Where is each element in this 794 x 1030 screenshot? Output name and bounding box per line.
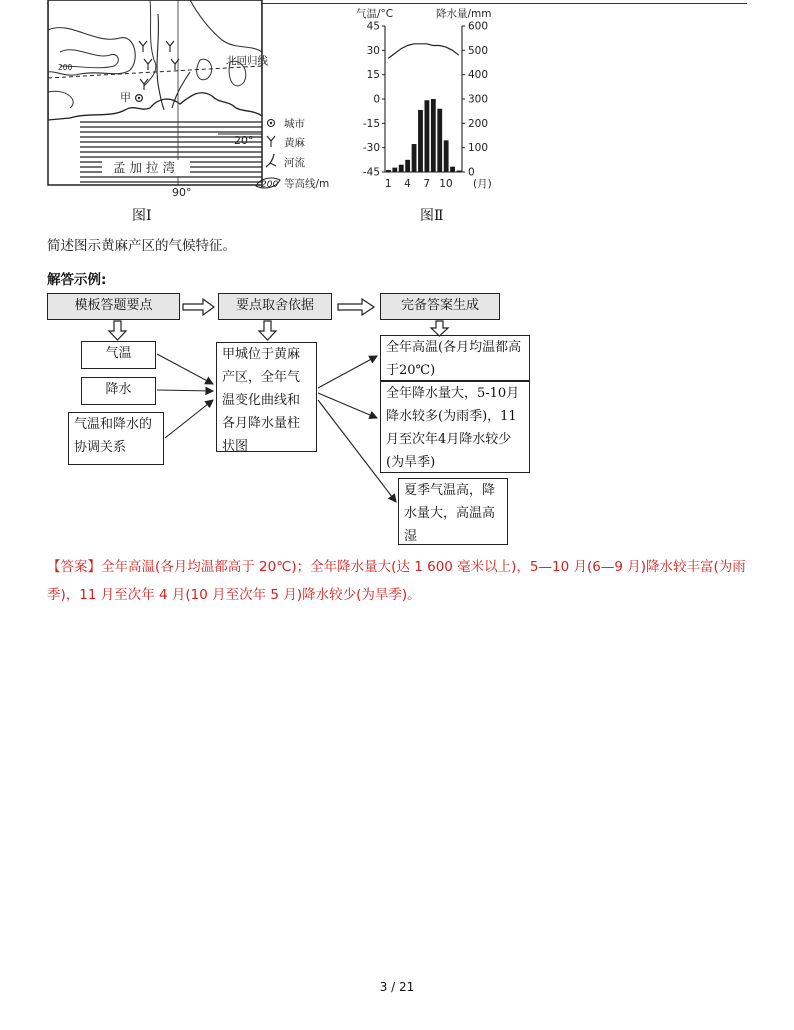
x-tick-label: 4	[404, 178, 411, 190]
contour-value-label: 200	[58, 63, 73, 72]
left-tick-label: 30	[366, 44, 380, 57]
left-tick-label: 15	[366, 69, 380, 82]
lon-label: 90°	[172, 186, 192, 199]
temperature-line	[388, 44, 459, 59]
arrow-precip-basis	[157, 390, 213, 391]
figure-1-caption: 图Ⅰ	[132, 208, 152, 224]
legend-contour-label: 等高线/m	[284, 178, 330, 190]
example-label: 解答示例:	[47, 272, 107, 288]
flow-arrows	[0, 290, 560, 550]
arrow-temp-basis	[157, 354, 213, 384]
flow-header-answer: 完备答案生成	[380, 293, 500, 320]
answer-box-2: 全年降水量大，5-10月降水较多(为雨季)，11月至次年4月降水较少(为旱季)	[380, 381, 530, 473]
precip-bar-2	[392, 168, 397, 172]
precip-bar-4	[405, 160, 410, 172]
city-jia-label: 甲	[120, 91, 131, 104]
arrow-coord-basis	[165, 400, 213, 438]
precip-bar-1	[386, 170, 391, 172]
left-tick-label: 0	[373, 93, 380, 106]
question-text: 简述图示黄麻产区的气候特征。	[47, 238, 236, 254]
map-legend	[256, 117, 329, 190]
right-tick-label: 0	[468, 166, 475, 179]
city-icon	[268, 120, 275, 127]
legend-city-label: 城市	[284, 118, 305, 130]
hollow-down-arrow-1	[109, 321, 126, 340]
right-tick-label: 400	[468, 69, 489, 82]
precip-bar-6	[418, 110, 423, 172]
precip-bar-11	[450, 167, 455, 172]
precip-bar-8	[431, 99, 436, 172]
answer-box-3: 夏季气温高，降水量大，高温高湿	[398, 478, 508, 545]
map-figure	[40, 0, 340, 205]
right-tick-label: 200	[468, 117, 489, 130]
answer-box-1: 全年高温(各月均温都高于20℃)	[380, 335, 530, 381]
svg-text:200: 200	[261, 180, 279, 190]
arrow-basis-answer1	[318, 356, 377, 388]
precip-bar-9	[437, 109, 442, 172]
flow-header-basis: 要点取舍依据	[218, 293, 332, 320]
point-temperature: 气温	[81, 341, 156, 369]
left-axis-title: 气温/°C	[356, 8, 394, 20]
point-coordination: 气温和降水的协调关系	[68, 412, 164, 465]
figure-2-caption: 图Ⅱ	[420, 208, 444, 224]
hollow-down-arrow-3	[431, 321, 448, 336]
right-tick-label: 300	[468, 93, 489, 106]
flow-header-points: 模板答题要点	[47, 293, 180, 320]
basis-box: 甲城位于黄麻产区，全年气温变化曲线和各月降水量柱状图	[216, 342, 317, 452]
x-tick-label: 10	[439, 178, 453, 190]
right-axis-title: 降水量/mm	[436, 8, 492, 20]
legend-river-label: 河流	[284, 157, 305, 169]
arrow-basis-answer3	[318, 400, 396, 502]
tropic-label: 北回归线	[226, 55, 268, 67]
precip-bar-5	[412, 144, 417, 172]
arrow-basis-answer2	[318, 393, 377, 418]
x-unit-label: (月)	[473, 178, 492, 190]
answer-tag: 【答案】	[47, 559, 101, 575]
answer-paragraph	[47, 553, 752, 609]
precip-bar-3	[399, 165, 404, 172]
left-tick-label: -30	[362, 142, 380, 155]
left-tick-label: -15	[362, 117, 380, 130]
point-precipitation: 降水	[81, 377, 156, 405]
hollow-arrow-2	[338, 299, 374, 315]
hollow-down-arrow-2	[259, 321, 276, 340]
answer-text: 全年高温(各月均温都高于 20℃)；全年降水量大(达 1 600 毫米以上)，5—10 月(6—9 月)降水较丰富(为雨季)，11 月至次年 4 月(10 月至次年 5 月)降水较少(为旱季)。	[47, 559, 746, 603]
precip-bar-10	[444, 140, 449, 172]
x-tick-label: 7	[423, 178, 431, 190]
left-tick-label: 45	[366, 20, 380, 33]
left-tick-label: -45	[362, 166, 380, 179]
river-icon	[266, 154, 276, 167]
precip-bar-12	[457, 171, 462, 172]
contour-icon	[256, 178, 280, 190]
lat-label: 20°	[234, 134, 254, 147]
bay-label: 孟加拉湾	[112, 160, 180, 175]
precip-bar-7	[425, 100, 430, 172]
right-tick-label: 500	[468, 44, 489, 57]
climate-chart	[350, 0, 510, 195]
page-number: 3 / 21	[379, 980, 415, 994]
jute-icon	[267, 136, 275, 147]
hollow-arrow-1	[183, 299, 214, 315]
right-tick-label: 100	[468, 142, 489, 155]
legend-jute-label: 黄麻	[284, 137, 305, 149]
x-tick-label: 1	[384, 178, 392, 190]
right-tick-label: 600	[468, 20, 489, 33]
